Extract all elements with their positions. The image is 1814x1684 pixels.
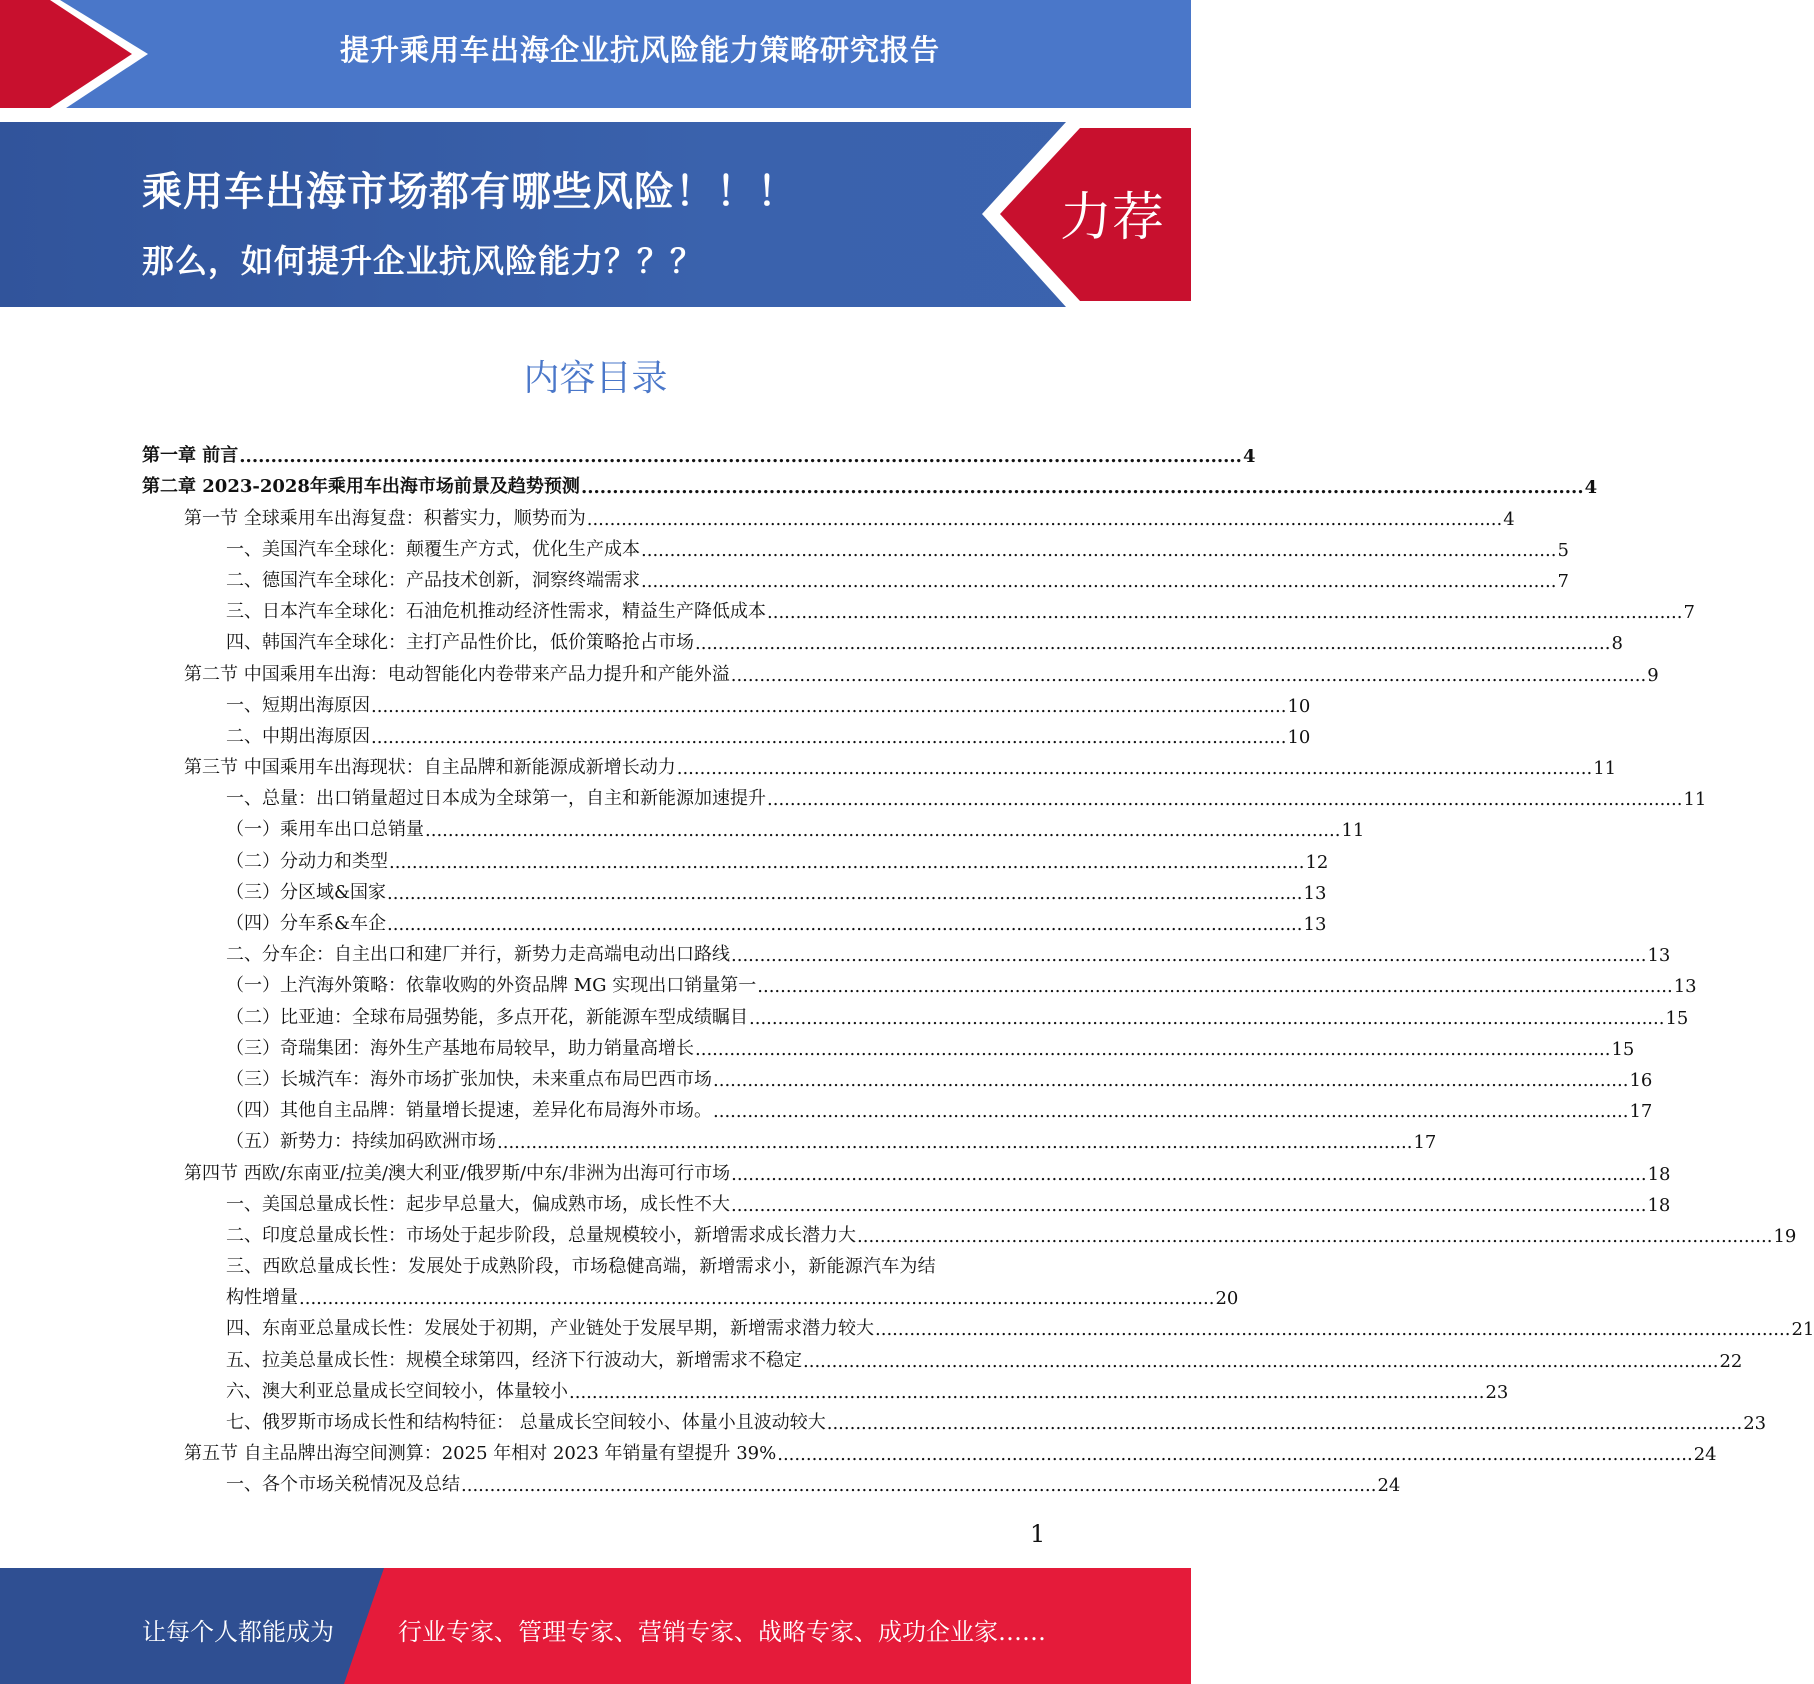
page-number: 1 (1030, 1520, 1046, 1548)
toc-entry[interactable]: （三）长城汽车：海外市场扩张加快，未来重点布局巴西市场 ................................................................................................................................................................ 16 (226, 1068, 1653, 1091)
footer-slogan-left: 让每个人都能成为 (142, 1618, 334, 1646)
toc-entry[interactable]: 一、总量：出口销量超过日本成为全球第一，自主和新能源加速提升 ................................................................................................................................................................ 11 (226, 788, 1707, 811)
toc-entry-wrapped-first-line[interactable]: 三、西欧总量成长性：发展处于成熟阶段，市场稳健高端，新增需求小，新能源汽车为结 (226, 1256, 936, 1278)
toc-entry[interactable]: 五、拉美总量成长性：规模全球第四，经济下行波动大，新增需求不稳定 ................................................................................................................................................................ 22 (226, 1349, 1743, 1372)
toc-entry[interactable]: 第五节 自主品牌出海空间测算：2025 年相对 2023 年销量有望提升 39% ................................................................................................................................................................ 24 (184, 1443, 1717, 1466)
toc-entry[interactable]: 二、印度总量成长性：市场处于起步阶段，总量规模较小，新增需求成长潜力大 ................................................................................................................................................................ 19 (226, 1224, 1797, 1247)
toc-entry[interactable]: （四）分车系&车企 ................................................................................................................................................................ 13 (226, 913, 1327, 935)
footer-slogan-right: 行业专家、管理专家、营销专家、战略专家、成功企业家…… (398, 1618, 1046, 1646)
toc-entry[interactable]: （四）其他自主品牌：销量增长提速，差异化布局海外市场。 ................................................................................................................................................................ 17 (226, 1100, 1653, 1123)
report-title: 提升乘用车出海企业抗风险能力策略研究报告 (339, 33, 940, 67)
toc-entry[interactable]: 二、中期出海原因 ................................................................................................................................................................ 10 (226, 725, 1311, 748)
toc-entry[interactable]: 一、短期出海原因 ................................................................................................................................................................ 10 (226, 694, 1311, 717)
toc-entry[interactable]: （三）奇瑞集团：海外生产基地布局较早，助力销量高增长 ................................................................................................................................................................ 15 (226, 1037, 1635, 1060)
toc-entry[interactable]: 三、日本汽车全球化：石油危机推动经济性需求，精益生产降低成本 ................................................................................................................................................................ 7 (226, 601, 1695, 624)
table-of-contents (142, 436, 1814, 1497)
toc-heading: 内容目录 (523, 358, 668, 399)
toc-entry[interactable]: （三）分区域&国家 ................................................................................................................................................................ 13 (226, 881, 1327, 904)
hero-headline: 乘用车出海市场都有哪些风险！！！ (142, 169, 798, 215)
toc-entry[interactable]: 二、德国汽车全球化：产品技术创新，洞察终端需求 ................................................................................................................................................................ 7 (226, 569, 1569, 592)
hero-subheadline: 那么，如何提升企业抗风险能力？？？ (142, 242, 704, 280)
toc-entry[interactable]: 六、澳大利亚总量成长空间较小，体量较小 ................................................................................................................................................................ 23 (226, 1380, 1509, 1403)
toc-entry[interactable]: 第二节 中国乘用车出海：电动智能化内卷带来产品力提升和产能外溢 ................................................................................................................................................................ 9 (184, 663, 1659, 686)
toc-entry[interactable]: （一）上汽海外策略：依靠收购的外资品牌 MG 实现出口销量第一 ................................................................................................................................................................ 13 (226, 975, 1697, 998)
toc-entry[interactable]: 一、美国汽车全球化：颠覆生产方式，优化生产成本 ................................................................................................................................................................ 5 (226, 538, 1569, 561)
toc-entry[interactable]: （一）乘用车出口总销量 ................................................................................................................................................................ 11 (226, 819, 1365, 842)
toc-entry[interactable]: 第一节 全球乘用车出海复盘：积蓄实力，顺势而为 ................................................................................................................................................................ 4 (184, 507, 1515, 530)
toc-entry[interactable]: 第二章 2023-2028年乘用车出海市场前景及趋势预测 ................................................................................................................................................................ 4 (142, 476, 1598, 499)
toc-entry[interactable]: 第一章 前言 ................................................................................................................................................................ 4 (142, 445, 1256, 468)
toc-entry[interactable]: 四、韩国汽车全球化：主打产品性价比，低价策略抢占市场 ................................................................................................................................................................ 8 (226, 632, 1623, 655)
toc-entry[interactable]: 一、美国总量成长性：起步早总量大，偏成熟市场，成长性不大 ................................................................................................................................................................ 18 (226, 1193, 1671, 1216)
toc-entry[interactable]: （五）新势力：持续加码欧洲市场 ................................................................................................................................................................ 17 (226, 1131, 1437, 1154)
toc-entry[interactable]: 第四节 西欧/东南亚/拉美/澳大利亚/俄罗斯/中东/非洲为出海可行市场 ................................................................................................................................................................ 18 (184, 1162, 1671, 1185)
toc-entry[interactable]: 二、分车企：自主出口和建厂并行，新势力走高端电动出口路线 ................................................................................................................................................................ 13 (226, 944, 1671, 967)
toc-entry[interactable]: 一、各个市场关税情况及总结 ................................................................................................................................................................ 24 (226, 1474, 1401, 1497)
badge-label: 力荐 (1060, 188, 1165, 248)
toc-entry[interactable]: （二）分动力和类型 ................................................................................................................................................................ 12 (226, 850, 1329, 873)
toc-entry[interactable]: 四、东南亚总量成长性：发展处于初期，产业链处于发展早期，新增需求潜力较大 ................................................................................................................................................................ 21 (226, 1318, 1814, 1341)
toc-entry-wrapped-continuation[interactable]: 构性增量 ................................................................................................................................................................ 20 (226, 1287, 1239, 1310)
header-red-chevron (0, 0, 148, 112)
toc-entry[interactable]: 第三节 中国乘用车出海现状：自主品牌和新能源成新增长动力 ................................................................................................................................................................ 11 (184, 757, 1617, 780)
toc-entry[interactable]: 七、俄罗斯市场成长性和结构特征： 总量成长空间较小、体量小且波动较大 ................................................................................................................................................................ 23 (226, 1412, 1767, 1434)
toc-entry[interactable]: （二）比亚迪：全球布局强势能，多点开花，新能源车型成绩瞩目 ................................................................................................................................................................ 15 (226, 1006, 1689, 1029)
